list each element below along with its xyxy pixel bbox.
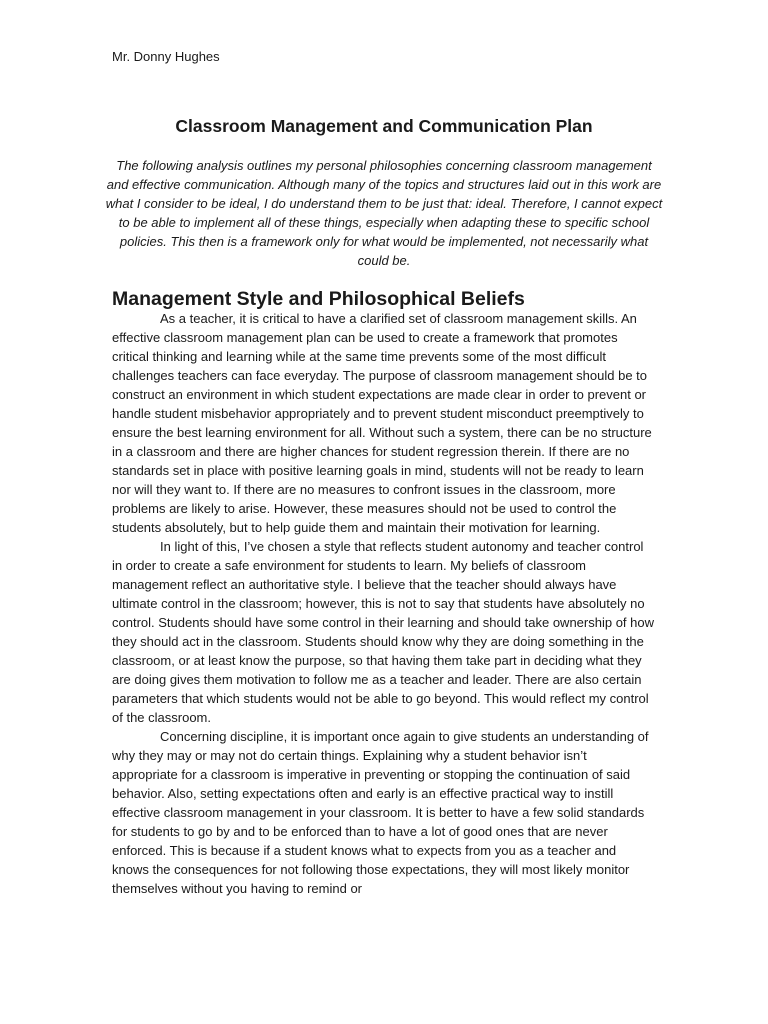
body-paragraph-3: Concerning discipline, it is important once again to give students an understanding of why they may or may not do certain things. Explaining why a student behavior isn’t appropriate for a classroom is imperative in preventing or stopping the continuation of said behavior. Also, setting expectations often and early is an effective practical way to instill effective classroom management in your classroom. It is better to have a few solid standards for students to go by and to be enforced than to have a lot of good ones that are never enforced. This is because if a student knows what to expects from you as a teacher and knows the consequences for not following those expectations, they will most likely monitor themselves without you having to remind or [112,729,649,896]
section-heading: Management Style and Philosophical Beliefs [112,288,525,310]
body-paragraph-2: In light of this, I’ve chosen a style that reflects student autonomy and teacher control in order to create a safe environment for students to learn. My beliefs of classroom management reflect an authoritative style. I believe that the teacher should always have ultimate control in the classroom; however, this is not to say that students have absolutely no control. Students should have some control in their learning and should take ownership of how they should act in the classroom. Students should know why they are doing something in the classroom, or at least know the purpose, so that having them take part in deciding what they are doing gives them motivation to follow me as a teacher and leader. There are also certain parameters that which students would not be able to go beyond. This would reflect my control of the classroom. [112,539,654,725]
abstract-paragraph: The following analysis outlines my personal philosophies concerning classroom management and effective communication. Although many of the topics and structures laid out in this work are what I consider to be ideal, I do understand them to be just that: ideal. Therefore, I cannot expect to be able to implement all of these things, especially when adapting these to specific school policies. This then is a framework only for what would be implemented, not necessarily what could be. [105,158,663,268]
body-paragraph-1: As a teacher, it is critical to have a clarified set of classroom management skills. An effective classroom management plan can be used to create a framework that promotes critical thinking and learning while at the same time prevents some of the most difficult challenges teachers can face everyday. The purpose of classroom management should be to construct an environment in which student expectations are made clear in order to prevent or handle student misbehavior appropriately and to prevent student misconduct preemptively to ensure the best learning environment for all. Without such a system, there can be no structure in a classroom and there are higher chances for student regression therein. If there are no standards set in place with positive learning goals in mind, students will not be ready to learn nor will they want to. If there are no measures to confront issues in the classroom, more problems are likely to arise. However, these measures should not be used to control the students absolutely, but to help guide them and maintain their motivation for learning. [112,311,652,535]
main-content [112,290,656,898]
document-title: Classroom Management and Communication Plan [175,116,593,136]
author-name: Mr. Donny Hughes [112,49,220,64]
